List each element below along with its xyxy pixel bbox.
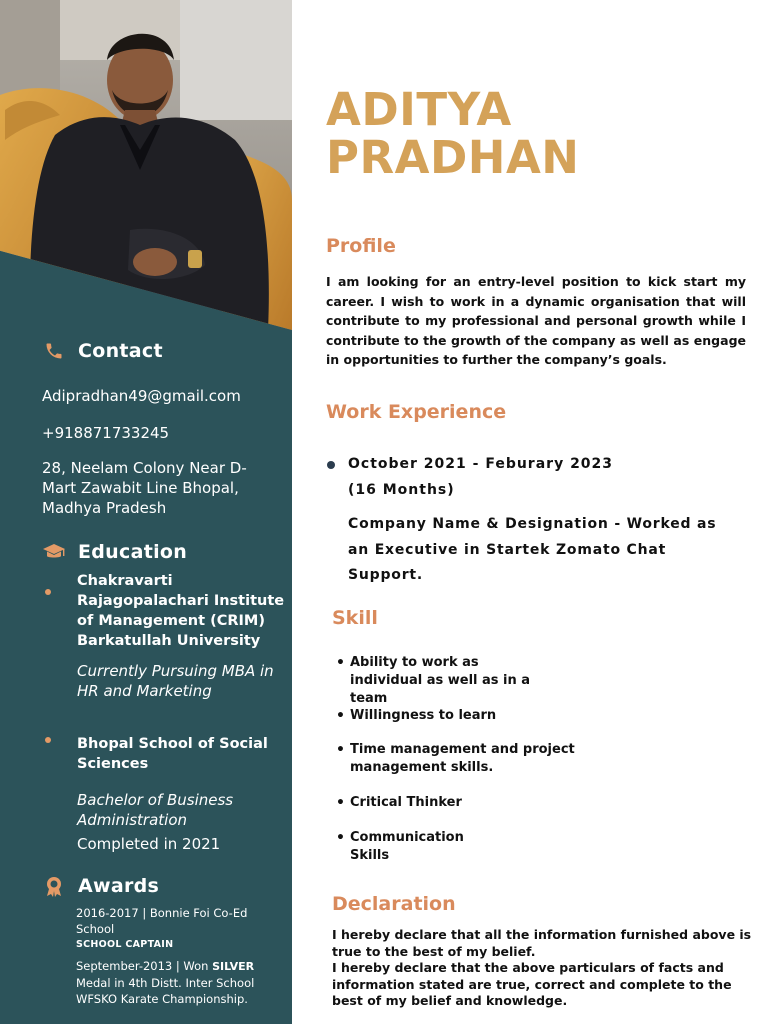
education-degree-1: Currently Pursuing MBA in HR and Marketing <box>77 662 274 700</box>
award-2-highlight: SILVER <box>212 960 255 973</box>
award-badge-icon <box>42 874 66 898</box>
contact-phone[interactable]: +918871733245 <box>42 424 170 442</box>
award-2-suffix: Medal in 4th Distt. Inter School WFSKO Karate Championship. <box>76 976 255 1006</box>
skill-item: • Communication Skills <box>336 830 464 863</box>
award-1-line: 2016-2017 | Bonnie Foi Co-Ed School <box>76 906 248 936</box>
contact-email[interactable]: Adipradhan49@gmail.com <box>42 387 241 405</box>
education-title: Education <box>78 541 188 563</box>
skill-item: • Willingness to learn <box>336 708 497 724</box>
sidebar <box>0 0 292 1024</box>
profile-photo <box>0 0 292 330</box>
bullet-dot-icon: • <box>336 655 345 671</box>
awards-section-header <box>42 874 159 898</box>
education-institution-2: Bhopal School of Social Sciences <box>77 736 268 772</box>
declaration-text <box>332 927 752 1010</box>
name-last: PRADHAN <box>326 131 580 184</box>
skill-title: Skill <box>332 607 378 629</box>
award-1-role: SCHOOL CAPTAIN <box>76 939 174 950</box>
bullet-dot-icon: • <box>336 795 345 811</box>
profile-text: I am looking for an entry-level position to kick start my career. I wish to work in a dynamic organisation that will contribute to my professional and personal growth while I contribute to the growth of the company as well as engage in opportunities to further the company’s goals. <box>326 274 746 367</box>
bullet-dot-icon: • <box>336 708 345 724</box>
education-status-2: Completed in 2021 <box>77 835 221 853</box>
bullet-dot-icon: • <box>336 742 345 758</box>
bullet-dot-icon <box>45 737 51 743</box>
education-institution-1: Chakravarti Rajagopalachari Institute of Management (CRIM) Barkatullah University <box>77 573 285 649</box>
graduation-cap-icon <box>42 540 66 564</box>
work-duration: (16 Months) <box>348 482 455 498</box>
award-item-1 <box>76 905 281 953</box>
education-section-header <box>42 540 187 564</box>
contact-section-header <box>42 339 163 363</box>
bullet-dot-icon <box>45 589 51 595</box>
award-item-2 <box>76 958 281 1007</box>
declaration-line-2: I hereby declare that the above particulars of facts and information stated are true, correct and complete to the best of my belief and knowledge. <box>332 960 732 1008</box>
skill-item: • Critical Thinker <box>336 795 462 811</box>
candidate-name <box>326 83 580 184</box>
skill-item: • Time management and project management skills. <box>336 742 575 775</box>
awards-title: Awards <box>78 875 160 897</box>
bullet-dot-icon: • <box>336 830 345 846</box>
work-experience-title: Work Experience <box>326 401 507 423</box>
phone-icon <box>42 339 66 363</box>
award-2-prefix: September-2013 | Won <box>76 959 213 973</box>
education-degree-2: Bachelor of Business Administration <box>77 791 234 829</box>
declaration-title: Declaration <box>332 893 456 915</box>
declaration-line-1: I hereby declare that all the information furnished above is true to the best of my belief. <box>332 927 752 959</box>
work-period: October 2021 - Feburary 2023 <box>348 456 614 472</box>
skill-item: • Ability to work as individual as well as in a team <box>336 655 531 706</box>
profile-title: Profile <box>326 235 396 257</box>
contact-title: Contact <box>78 340 163 362</box>
contact-address: 28, Neelam Colony Near D-Mart Zawabit Line Bhopal, Madhya Pradesh <box>42 459 247 517</box>
name-first: ADITYA <box>326 83 512 136</box>
work-description: Company Name & Designation - Worked as an Executive in Startek Zomato Chat Support. <box>348 516 717 583</box>
bullet-dot-icon <box>327 461 335 469</box>
